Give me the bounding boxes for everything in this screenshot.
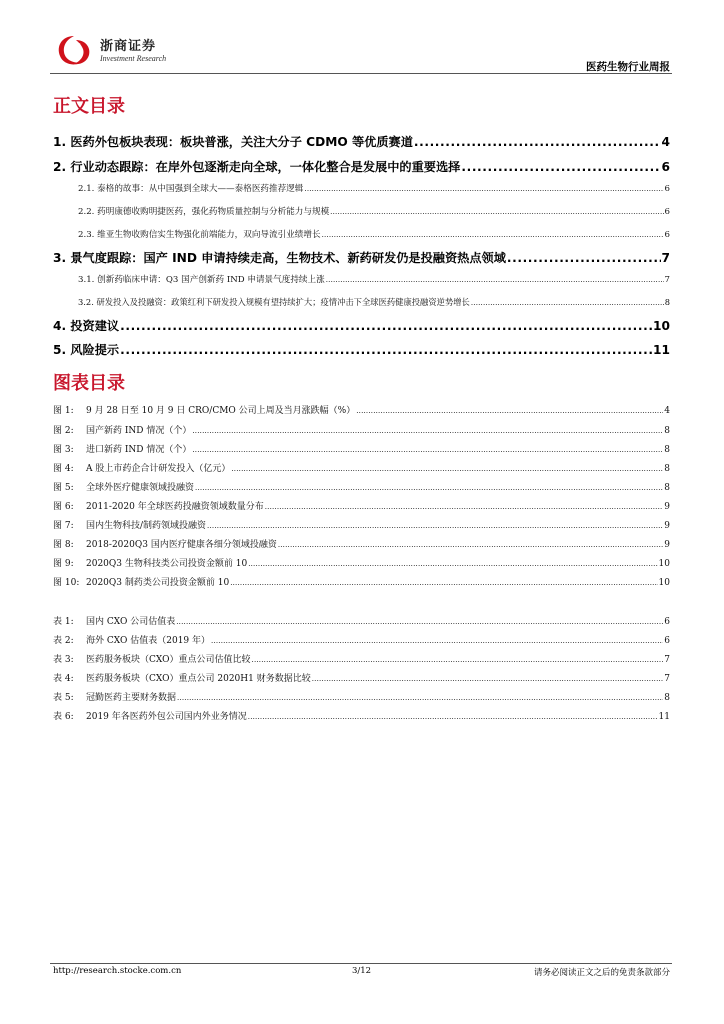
table-label: 医药服务板块（CXO）重点公司估值比较 bbox=[86, 655, 251, 665]
toc-item-page: 6 bbox=[664, 207, 670, 217]
dot-leader bbox=[120, 319, 652, 333]
table-number: 表 2: bbox=[53, 636, 74, 646]
toc-item-page: 7 bbox=[664, 275, 670, 285]
toc-item[interactable] bbox=[53, 158, 670, 175]
figure-label: 2011-2020 年全球医药投融资领域数量分布 bbox=[86, 502, 264, 512]
figure-item[interactable] bbox=[53, 518, 670, 531]
table-page: 11 bbox=[658, 712, 670, 722]
table-label: 国内 CXO 公司估值表 bbox=[86, 617, 176, 627]
toc-subitem[interactable] bbox=[78, 205, 670, 217]
table-label: 2019 年各医药外包公司国内外业务情况 bbox=[86, 712, 247, 722]
figure-page: 8 bbox=[664, 483, 670, 493]
table-number: 表 5: bbox=[53, 693, 74, 703]
table-number: 表 4: bbox=[53, 674, 74, 684]
dot-leader bbox=[356, 407, 663, 415]
dot-leader bbox=[231, 465, 663, 473]
dot-leader bbox=[176, 618, 663, 626]
zheshang-logo-icon bbox=[54, 34, 94, 68]
figure-label: 2020Q3 生物科技类公司投资金额前 10 bbox=[86, 559, 248, 569]
toc-item[interactable] bbox=[53, 133, 670, 150]
toc-item-page: 6 bbox=[661, 160, 670, 174]
toc-item-page: 4 bbox=[661, 135, 670, 149]
dot-leader bbox=[471, 299, 664, 307]
footer-url[interactable]: http://research.stocke.com.cn bbox=[53, 966, 182, 976]
toc-item-label: 4. 投资建议 bbox=[53, 319, 120, 333]
figures-title: 图表目录 bbox=[53, 373, 125, 394]
dot-leader bbox=[507, 251, 661, 265]
toc-item-page: 6 bbox=[664, 184, 670, 194]
table-item[interactable] bbox=[53, 690, 670, 703]
toc-item-page: 7 bbox=[661, 251, 670, 265]
table-number: 表 3: bbox=[53, 655, 74, 665]
header-divider bbox=[50, 73, 672, 74]
figure-number: 图 5: bbox=[53, 483, 74, 493]
figure-page: 4 bbox=[664, 406, 670, 416]
toc-item-page: 11 bbox=[653, 343, 670, 357]
dot-leader bbox=[120, 343, 652, 357]
figure-page: 8 bbox=[664, 445, 670, 455]
dot-leader bbox=[312, 675, 664, 683]
table-number: 表 6: bbox=[53, 712, 74, 722]
toc-item-label: 3.2. 研发投入及投融资：政策红利下研发投入规模有望持续扩大；疫情冲击下全球医药健康投融资逆势增长 bbox=[78, 297, 470, 307]
figure-page: 10 bbox=[658, 578, 670, 588]
toc-subitem[interactable] bbox=[78, 182, 670, 194]
figure-item[interactable] bbox=[53, 499, 670, 512]
figure-label: 进口新药 IND 情况（个） bbox=[86, 445, 192, 455]
toc-title: 正文目录 bbox=[53, 96, 125, 117]
toc-item-label: 5. 风险提示 bbox=[53, 343, 120, 357]
dot-leader bbox=[304, 185, 663, 193]
figure-item[interactable] bbox=[53, 403, 670, 416]
dot-leader bbox=[461, 160, 660, 174]
figure-page: 9 bbox=[664, 540, 670, 550]
dot-leader bbox=[195, 484, 663, 492]
figure-page: 8 bbox=[664, 464, 670, 474]
dot-leader bbox=[265, 503, 664, 511]
dot-leader bbox=[414, 135, 661, 149]
dot-leader bbox=[326, 276, 664, 284]
toc-item-label: 2.2. 药明康德收购明捷医药，强化药物质量控制与分析能力与规模 bbox=[78, 207, 330, 217]
toc-item-page: 6 bbox=[664, 230, 670, 240]
figure-page: 8 bbox=[664, 426, 670, 436]
figure-number: 图 2: bbox=[53, 426, 74, 436]
dot-leader bbox=[322, 231, 664, 239]
toc-item[interactable] bbox=[53, 341, 670, 358]
brand-name-en: Investment Research bbox=[100, 54, 167, 63]
table-page: 6 bbox=[664, 617, 670, 627]
table-label: 医药服务板块（CXO）重点公司 2020H1 财务数据比较 bbox=[86, 674, 311, 684]
toc-item[interactable] bbox=[53, 317, 670, 334]
figure-item[interactable] bbox=[53, 575, 670, 588]
figure-label: 国内生物科技/制药领域投融资 bbox=[86, 521, 207, 531]
figure-item[interactable] bbox=[53, 461, 670, 474]
figure-number: 图 7: bbox=[53, 521, 74, 531]
dot-leader bbox=[207, 522, 663, 530]
figure-number: 图 1: bbox=[53, 406, 74, 416]
dot-leader bbox=[330, 208, 663, 216]
figure-label: A 股上市药企合计研发投入（亿元） bbox=[86, 464, 231, 474]
table-label: 海外 CXO 估值表（2019 年） bbox=[86, 636, 211, 646]
dot-leader bbox=[252, 656, 664, 664]
figure-page: 9 bbox=[664, 521, 670, 531]
toc-item-label: 2. 行业动态跟踪：在岸外包逐渐走向全球，一体化整合是发展中的重要选择 bbox=[53, 160, 461, 174]
dot-leader bbox=[230, 579, 657, 587]
figure-page: 10 bbox=[658, 559, 670, 569]
toc-item-label: 3. 景气度跟踪：国产 IND 申请持续走高，生物技术、新药研发仍是投融资热点领域 bbox=[53, 251, 506, 265]
brand-name-cn: 浙商证券 bbox=[100, 39, 157, 54]
figure-item[interactable] bbox=[53, 556, 670, 569]
toc-item-label: 1. 医药外包板块表现：板块普涨，关注大分子 CDMO 等优质赛道 bbox=[53, 135, 413, 149]
toc-subitem[interactable] bbox=[78, 228, 670, 240]
figure-page: 9 bbox=[664, 502, 670, 512]
table-page: 7 bbox=[664, 674, 670, 684]
footer-disclaimer: 请务必阅读正文之后的免责条款部分 bbox=[533, 968, 670, 978]
table-item[interactable] bbox=[53, 652, 670, 665]
dot-leader bbox=[192, 446, 663, 454]
report-type: 医药生物行业周报 bbox=[586, 61, 670, 73]
table-page: 6 bbox=[664, 636, 670, 646]
figure-label: 2020Q3 制药类公司投资金额前 10 bbox=[86, 578, 230, 588]
table-item[interactable] bbox=[53, 709, 670, 722]
table-number: 表 1: bbox=[53, 617, 74, 627]
figure-item[interactable] bbox=[53, 480, 670, 493]
dot-leader bbox=[192, 427, 663, 435]
table-page: 8 bbox=[664, 693, 670, 703]
table-item[interactable] bbox=[53, 633, 670, 646]
figure-number: 图 9: bbox=[53, 559, 74, 569]
dot-leader bbox=[248, 713, 658, 721]
footer-divider bbox=[50, 963, 672, 964]
dot-leader bbox=[248, 560, 657, 568]
table-label: 冠勤医药主要财务数据 bbox=[86, 693, 177, 703]
toc-subitem[interactable] bbox=[78, 273, 670, 285]
figure-label: 9 月 28 日至 10 月 9 日 CRO/CMO 公司上周及当月涨跌幅（%） bbox=[86, 406, 356, 416]
dot-leader bbox=[211, 637, 663, 645]
footer-page-number: 3/12 bbox=[352, 966, 372, 976]
figure-item[interactable] bbox=[53, 442, 670, 455]
table-item[interactable] bbox=[53, 614, 670, 627]
toc-item[interactable] bbox=[53, 249, 670, 266]
figure-number: 图 10: bbox=[53, 578, 80, 588]
toc-item-label: 2.3. 维亚生物收购信实生物强化前端能力，双向导流引业绩增长 bbox=[78, 230, 321, 240]
figure-number: 图 6: bbox=[53, 502, 74, 512]
figure-label: 全球外医疗健康领域投融资 bbox=[86, 483, 195, 493]
figure-number: 图 3: bbox=[53, 445, 74, 455]
figure-item[interactable] bbox=[53, 537, 670, 550]
dot-leader bbox=[278, 541, 663, 549]
toc-item-page: 10 bbox=[653, 319, 670, 333]
figure-number: 图 8: bbox=[53, 540, 74, 550]
table-page: 7 bbox=[664, 655, 670, 665]
toc-item-page: 8 bbox=[664, 297, 670, 307]
figure-label: 国产新药 IND 情况（个） bbox=[86, 426, 192, 436]
table-item[interactable] bbox=[53, 671, 670, 684]
toc-item-label: 3.1. 创新药临床申请：Q3 国产创新药 IND 申请景气度持续上涨 bbox=[78, 275, 325, 285]
toc-subitem[interactable] bbox=[78, 296, 670, 308]
figure-label: 2018-2020Q3 国内医疗健康各细分领域投融资 bbox=[86, 540, 277, 550]
toc-item-label: 2.1. 泰格的故事：从中国强到全球大——泰格医药推荐逻辑 bbox=[78, 184, 304, 194]
dot-leader bbox=[177, 694, 663, 702]
figure-number: 图 4: bbox=[53, 464, 74, 474]
figure-item[interactable] bbox=[53, 423, 670, 436]
